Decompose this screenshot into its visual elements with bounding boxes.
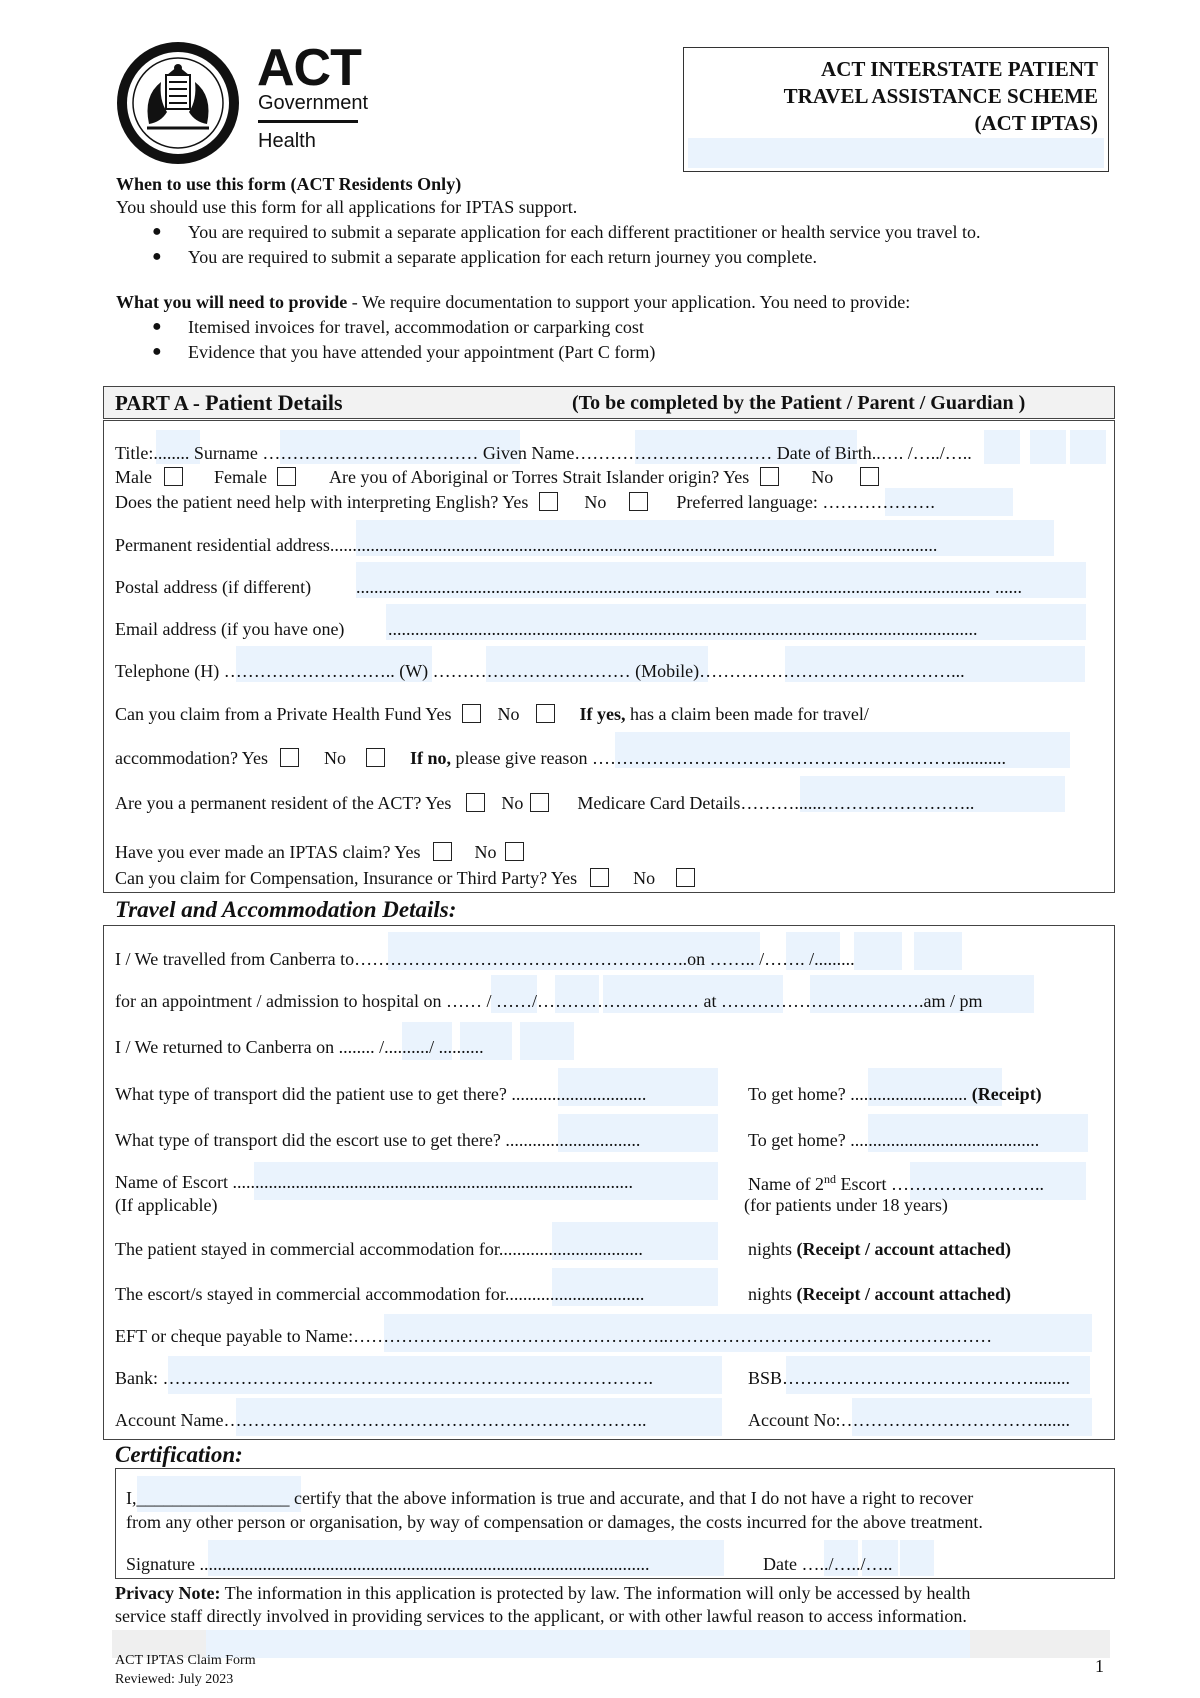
need-heading: What you will need to provide [116, 292, 348, 312]
if-yes-label: If yes, [579, 704, 626, 724]
privacy-label: Privacy Note: [115, 1583, 221, 1603]
patient-stay-label: The patient stayed in commercial accommodation for................................ [115, 1239, 643, 1259]
account-name-label: Account Name…………………………………………………………….. [115, 1410, 647, 1430]
medicare-label: Medicare Card Details………......…………………….. [577, 793, 975, 813]
page-number: 1 [1095, 1656, 1104, 1676]
privacy-line-2: service staff directly involved in providing services to the applicant, or with other lawful reason to access information. [115, 1606, 967, 1626]
aboriginal-no-label: No [811, 467, 834, 487]
postal-address-dots: ............................................................................................................................................. ...... [356, 577, 1022, 597]
title-line-2: TRAVEL ASSISTANCE SCHEME [783, 84, 1098, 108]
patient-nights-label [748, 1239, 1011, 1260]
part-a-title [115, 390, 343, 416]
patient-transport-label: What type of transport did the patient use to get there? .............................. [115, 1084, 647, 1104]
act-crest-icon [117, 42, 239, 164]
cert-date-year-field[interactable] [900, 1540, 934, 1576]
resident-line [115, 793, 974, 814]
health-fund-label: Can you claim from a Private Health Fund Yes [115, 704, 452, 724]
female-label: Female [213, 467, 267, 487]
accommodation-yes-checkbox[interactable] [280, 748, 299, 767]
signature-label: Signature .................................................................................................... [126, 1554, 650, 1574]
payee-label: EFT or cheque payable to Name:……………………………………………..……………………………………………… [115, 1326, 993, 1346]
claim-made-label: has a claim been made for travel/ [625, 704, 869, 724]
title-line-1: ACT INTERSTATE PATIENT [821, 57, 1098, 81]
aboriginal-label: Are you of Aboriginal or Torres Strait Islander origin? Yes [328, 467, 750, 487]
accommodation-claim-label: accommodation? Yes [115, 748, 268, 768]
iptas-no-checkbox[interactable] [505, 842, 524, 861]
dob-month-field[interactable] [1030, 430, 1066, 464]
interpreter-no-label: No [584, 492, 607, 512]
travel-heading: Travel and Accommodation Details: [115, 897, 457, 922]
receipt-label: (Receipt) [971, 1084, 1042, 1104]
compensation-no-checkbox[interactable] [676, 868, 695, 887]
logo-sub: Government [258, 92, 369, 114]
compensation-line [115, 868, 695, 889]
return-year-field[interactable] [520, 1022, 574, 1060]
travel-month-field[interactable] [854, 932, 902, 970]
interpreter-line [115, 492, 935, 513]
title-line-3: (ACT IPTAS) [974, 111, 1098, 135]
if-no-label: If no, [409, 748, 451, 768]
footer-reviewed: Reviewed: July 2023 [115, 1672, 234, 1687]
receipt-account-label: (Receipt / account attached) [796, 1284, 1011, 1304]
iptas-no-label: No [474, 842, 497, 862]
resident-label: Are you a permanent resident of the ACT? Yes [115, 793, 452, 813]
escort-home-label: To get home? .......................................... [748, 1130, 1040, 1150]
under-18-label: (for patients under 18 years) [744, 1195, 948, 1215]
aboriginal-yes-checkbox[interactable] [760, 467, 779, 486]
certification-heading: Certification: [115, 1442, 243, 1467]
resident-no-checkbox[interactable] [530, 793, 549, 812]
escort-name-label: Name of Escort ......................................................................................... [115, 1172, 633, 1192]
need-bullet-2: Evidence that you have attended your appointment (Part C form) [188, 342, 656, 362]
footer-form-name: ACT IPTAS Claim Form [115, 1653, 256, 1668]
certification-text-2: from any other person or organisation, by way of compensation or damages, the costs incurred for the above treatment. [126, 1512, 983, 1532]
second-escort-post: Escort …………………….. [835, 1174, 1044, 1194]
privacy-text-1: The information in this application is protected by law. The information will only be accessed by health [220, 1583, 971, 1603]
accommodation-no-label: No [323, 748, 346, 768]
act-health-logo [117, 39, 377, 164]
intro-bullet-1: You are required to submit a separate application for each different practitioner or health service you travel to. [188, 222, 981, 242]
dob-day-field[interactable] [984, 430, 1020, 464]
form-title [784, 56, 1098, 137]
bsb-label: BSB……………………………………........ [748, 1368, 1071, 1388]
travel-year-field[interactable] [914, 932, 962, 970]
appointment-line: for an appointment / admission to hospital on …… / ……/……………………… at …………………………….am / pm [115, 991, 983, 1011]
cert-text: certify that the above information is true and accurate, and that I do not have a right to recover [289, 1488, 974, 1508]
bullet-icon: ● [152, 223, 162, 240]
second-escort-label [748, 1172, 1044, 1195]
privacy-line-1 [115, 1583, 970, 1604]
return-line: I / We returned to Canberra on ........ /........../ .......... [115, 1037, 484, 1057]
title-box [683, 47, 1109, 172]
cert-blank: _________________ [136, 1488, 290, 1508]
intro-heading: When to use this form (ACT Residents Only) [116, 174, 462, 194]
personal-details-line: Title:........ Surname ……………………………… Given Name…………………………… Date of Birth..…. /…../….. [115, 443, 972, 463]
receipt-account-label: (Receipt / account attached) [796, 1239, 1011, 1259]
interpreter-yes-checkbox[interactable] [539, 492, 558, 511]
male-checkbox[interactable] [164, 467, 183, 486]
logo-divider [258, 120, 358, 123]
bank-label: Bank: ………………………………………………………………………. [115, 1368, 653, 1388]
office-use-bottom-field[interactable] [206, 1630, 970, 1658]
interpreter-no-checkbox[interactable] [629, 492, 648, 511]
health-fund-line [115, 704, 869, 725]
iptas-yes-checkbox[interactable] [433, 842, 452, 861]
bullet-icon: ● [152, 318, 162, 335]
patient-home-label [748, 1084, 1042, 1105]
gender-aboriginal-line [115, 467, 879, 488]
part-a-name: Patient Details [205, 390, 343, 415]
need-bullet-1: Itemised invoices for travel, accommodation or carparking cost [188, 317, 644, 337]
need-text: - We require documentation to support your application. You need to provide: [347, 292, 911, 312]
logo-brand: ACT [257, 39, 361, 97]
escort-stay-label: The escort/s stayed in commercial accommodation for............................... [115, 1284, 645, 1304]
bullet-icon: ● [152, 248, 162, 265]
nights-text: nights [748, 1284, 797, 1304]
second-escort-pre: Name of 2 [748, 1174, 824, 1194]
residential-address-label: Permanent residential address....................................................................................................................................... [115, 535, 938, 555]
cert-i: I, [126, 1488, 137, 1508]
iptas-claim-line [115, 842, 524, 863]
need-line [116, 292, 910, 313]
telephone-line: Telephone (H) ……………………….. (W) …………………………… (Mobile)……………………………………... [115, 661, 965, 681]
patient-home-text: To get home? .......................... [748, 1084, 968, 1104]
compensation-no-label: No [633, 868, 656, 888]
certification-text-1 [126, 1488, 973, 1509]
part-a-label: PART A - [115, 391, 206, 415]
iptas-claim-label: Have you ever made an IPTAS claim? Yes [115, 842, 421, 862]
aboriginal-no-checkbox[interactable] [860, 467, 879, 486]
office-use-field[interactable] [688, 138, 1104, 168]
escort-transport-label: What type of transport did the escort use to get there? .............................. [115, 1130, 641, 1150]
health-fund-no-checkbox[interactable] [536, 704, 555, 723]
preferred-language-label: Preferred language: ………………. [676, 492, 935, 512]
health-fund-no-label: No [497, 704, 520, 724]
email-label: Email address (if you have one) [115, 619, 345, 639]
female-checkbox[interactable] [277, 467, 296, 486]
accommodation-no-checkbox[interactable] [366, 748, 385, 767]
dob-year-field[interactable] [1070, 430, 1106, 464]
resident-no-label: No [501, 793, 524, 813]
male-label: Male [115, 467, 152, 487]
intro-text: You should use this form for all applications for IPTAS support. [116, 197, 578, 217]
health-fund-yes-checkbox[interactable] [462, 704, 481, 723]
escort-applicable-label: (If applicable) [115, 1195, 218, 1215]
resident-yes-checkbox[interactable] [466, 793, 485, 812]
interpreter-label: Does the patient need help with interpreting English? Yes [115, 492, 529, 512]
reason-label: please give reason ……………………………………………………............ [451, 748, 1006, 768]
second-escort-sup: nd [823, 1172, 836, 1186]
part-a-note: (To be completed by the Patient / Parent / Guardian ) [572, 392, 1026, 414]
logo-dept: Health [258, 130, 316, 152]
travel-to-line: I / We travelled from Canberra to………………………………………………..on …….. /……. /......... [115, 949, 855, 969]
email-dots: ................................................................................................................................... [388, 619, 978, 639]
accommodation-claim-line [115, 748, 1006, 769]
bullet-icon: ● [152, 343, 162, 360]
compensation-yes-checkbox[interactable] [590, 868, 609, 887]
intro-bullet-2: You are required to submit a separate application for each return journey you complete. [188, 247, 817, 267]
postal-address-label: Postal address (if different) [115, 577, 312, 597]
escort-nights-label [748, 1284, 1011, 1305]
date-label: Date …../…../….. [763, 1554, 893, 1574]
nights-text: nights [748, 1239, 797, 1259]
compensation-label: Can you claim for Compensation, Insurance or Third Party? Yes [115, 868, 578, 888]
account-number-label: Account No:……………………………....... [748, 1410, 1070, 1430]
